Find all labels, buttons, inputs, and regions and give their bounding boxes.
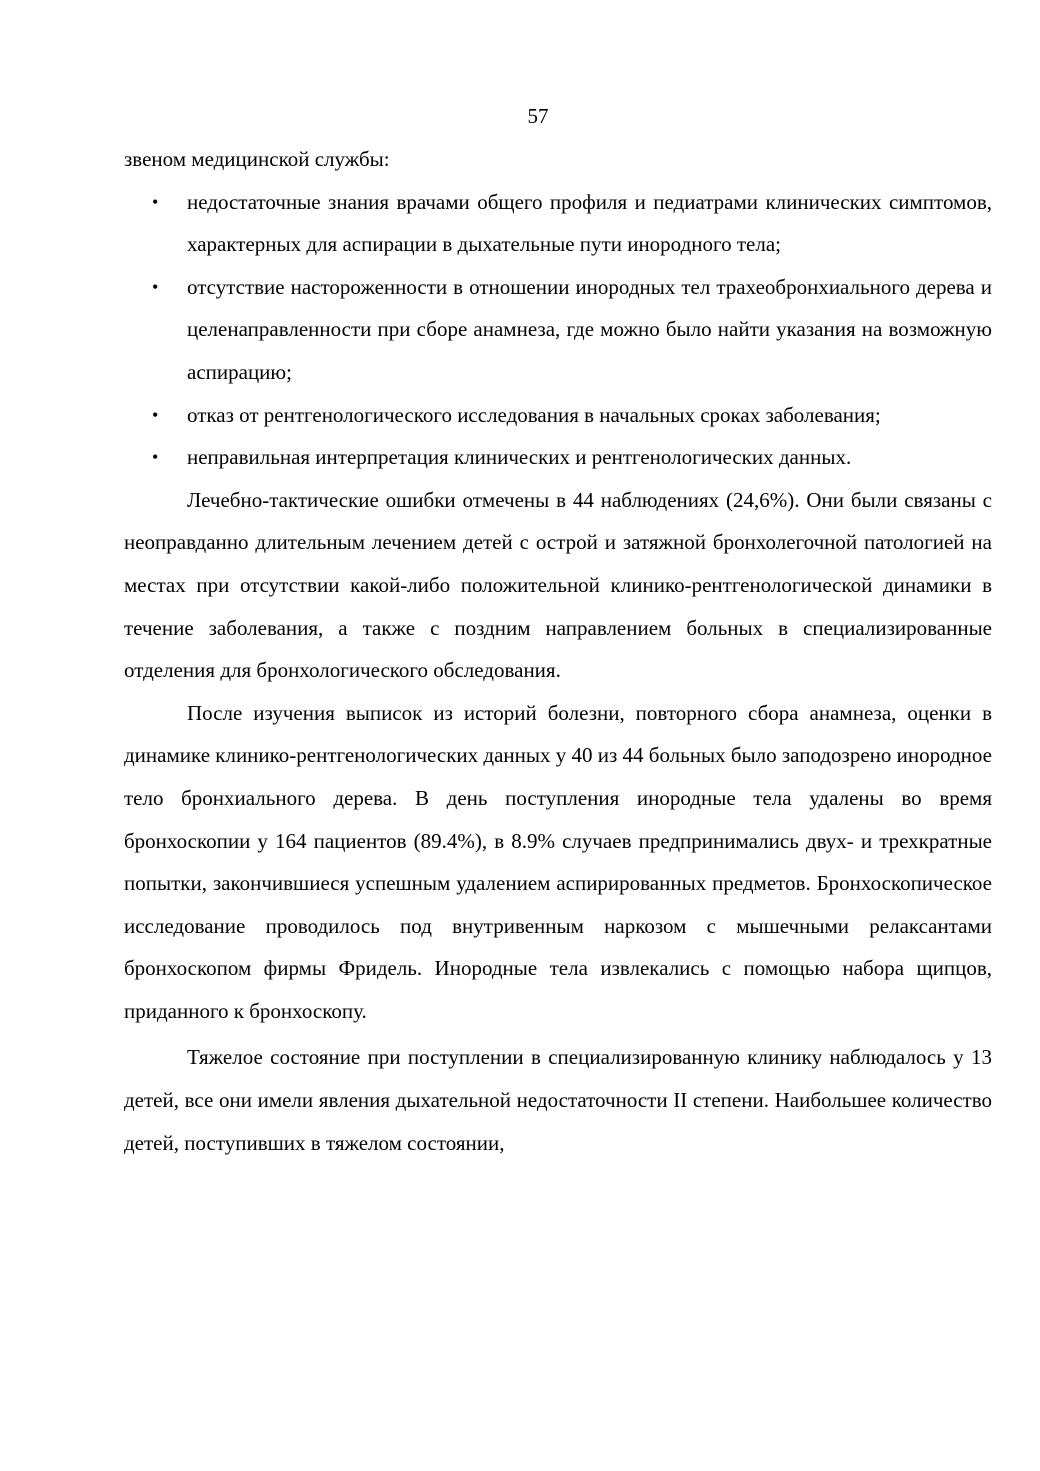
bullet-icon: • bbox=[152, 447, 159, 468]
bullet-icon: • bbox=[152, 404, 159, 425]
list-item bbox=[124, 394, 992, 437]
paragraph-bronchoscopy: После изучения выписок из историй болезни, повторного сбора анамнеза, оценки в динамике клинико-рентгенологических данных у 40 из 44 больных было заподозрено инородное тело бронхиального дерева. В день поступления инородные тела удалены во время бронхоскопии у 164 пациентов (89.4%), в 8.9% случаев предпринимались двух- и трехкратные попытки, закончившиеся успешным удалением аспирированных предметов. Бронхоскопическое исследование проводилось под внутривенным наркозом с мышечными релаксантами бронхоскопом фирмы Фридель. Инородные тела извлекались с помощью набора щипцов, приданного к бронхоскопу. bbox=[124, 700, 992, 1023]
list-item bbox=[124, 266, 992, 394]
list-item-text: отсутствие настороженности в отношении инородных тел трахеобронхиального дерева и целенаправленности при сборе анамнеза, где можно было найти указания на возможную аспирацию; bbox=[187, 274, 992, 384]
list-item-text: неправильная интерпретация клинических и рентгенологических данных. bbox=[187, 445, 852, 470]
list-item bbox=[124, 181, 992, 266]
list-item bbox=[124, 436, 992, 479]
list-item-text: отказ от рентгенологического исследования в начальных сроках заболевания; bbox=[187, 402, 881, 427]
bullet-icon: • bbox=[152, 191, 159, 212]
bullet-icon: • bbox=[152, 276, 159, 297]
intro-line: звеном медицинской службы: bbox=[124, 147, 390, 171]
page-number: 57 bbox=[527, 104, 549, 128]
page-body bbox=[124, 138, 992, 1164]
bullet-list bbox=[124, 181, 992, 479]
list-item-text: недостаточные знания врачами общего профиля и педиатрами клинических симптомов, характерных для аспирации в дыхательные пути инородного тела; bbox=[187, 189, 992, 257]
paragraph-treatment-errors: Лечебно-тактические ошибки отмечены в 44 наблюдениях (24,6%). Они были связаны с неоправданно длительным лечением детей с острой и затяжной бронхолегочной патологией на местах при отсутствии какой-либо положительной клинико-рентгенологической динамики в течение заболевания, а также с поздним направлением больных в специализированные отделения для бронхологического обследования. bbox=[124, 487, 992, 683]
paragraph-severe-condition: Тяжелое состояние при поступлении в специализированную клинику наблюдалось у 13 детей, все они имели явления дыхательной недостаточности II степени. Наибольшее количество детей, поступивших в тяжелом состоянии, bbox=[124, 1045, 992, 1155]
